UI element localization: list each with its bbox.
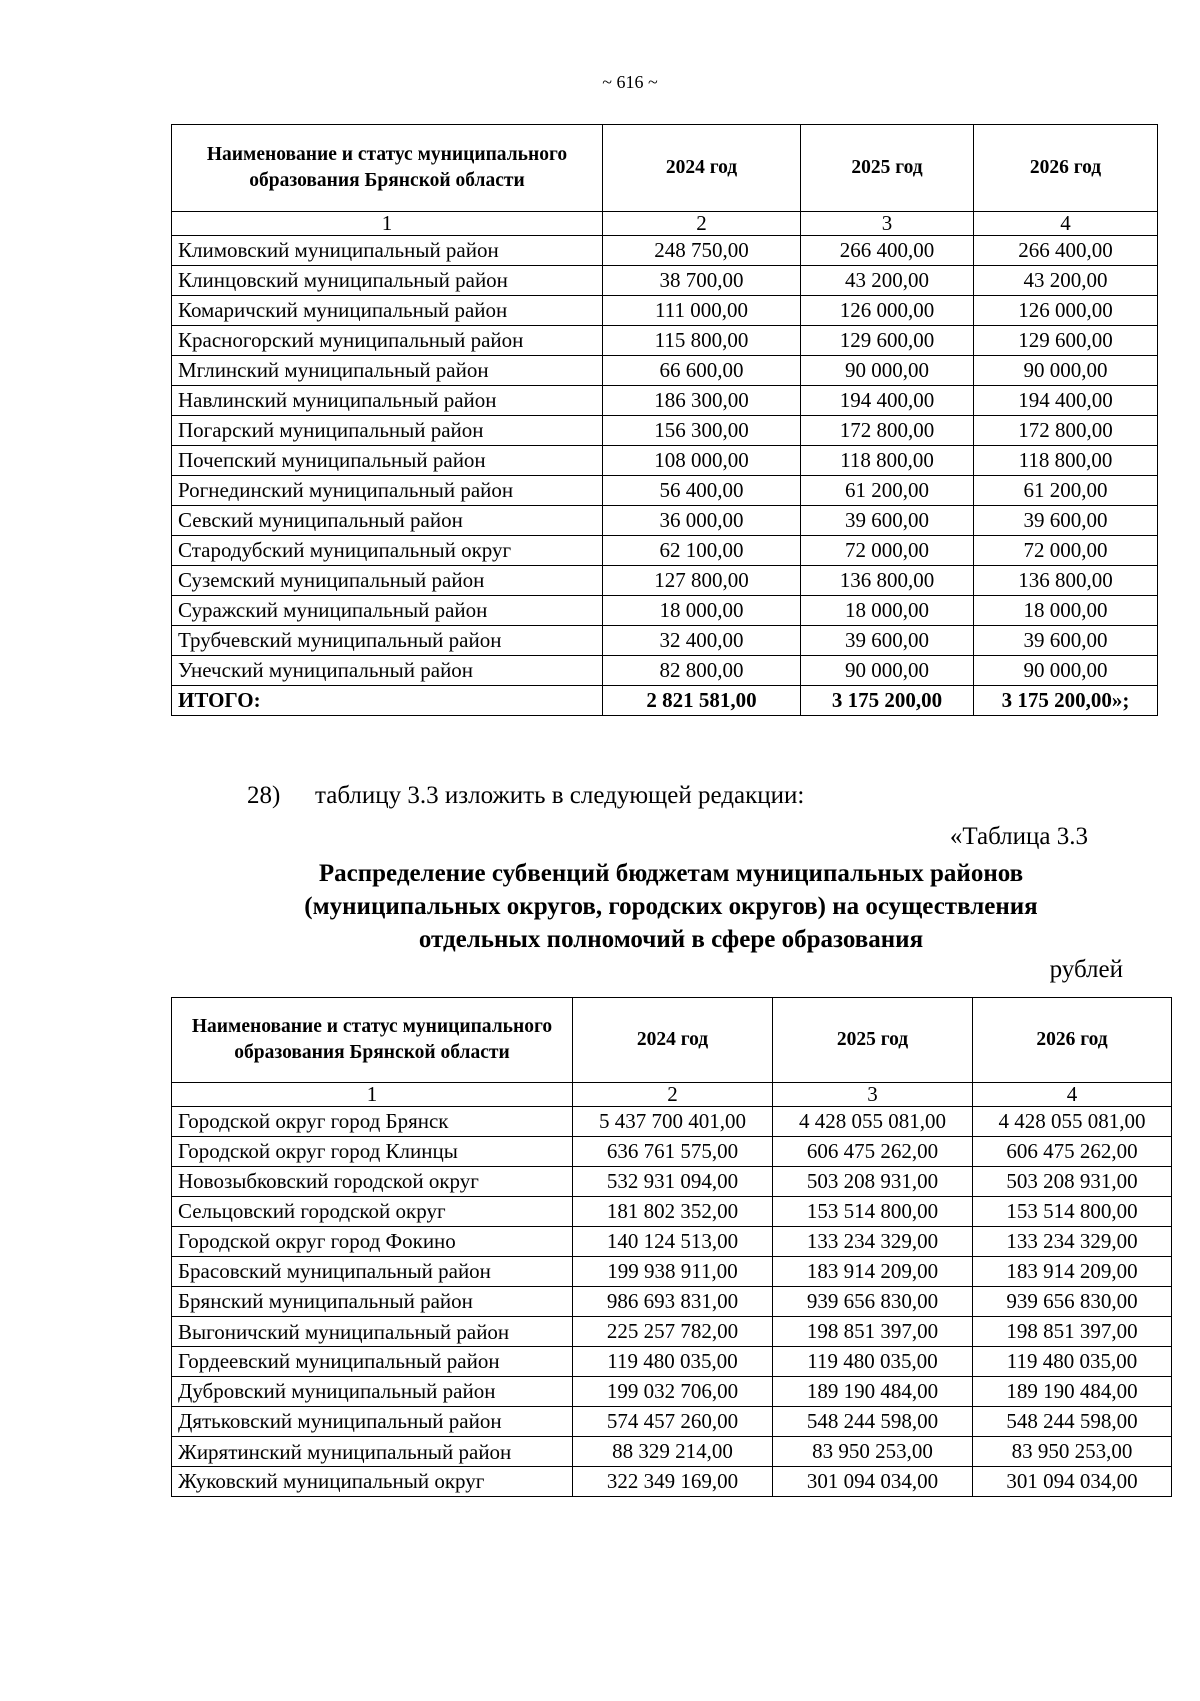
- amount-cell: 199 032 706,00: [573, 1377, 773, 1407]
- table-row: [172, 476, 1158, 506]
- municipality-name: Красногорский муниципальный район: [172, 326, 603, 356]
- table-row: [172, 596, 1158, 626]
- amount-cell: 133 234 329,00: [973, 1227, 1172, 1257]
- amount-cell: 111 000,00: [603, 296, 801, 326]
- municipality-name: Комаричский муниципальный район: [172, 296, 603, 326]
- table-row: [172, 446, 1158, 476]
- amount-cell: 172 800,00: [801, 416, 974, 446]
- amount-cell: 194 400,00: [801, 386, 974, 416]
- table-row: [172, 1167, 1172, 1197]
- subvention-table: [171, 997, 1172, 1497]
- amount-cell: 118 800,00: [801, 446, 974, 476]
- header-municipality: Наименование и статус муниципального образования Брянской области: [172, 125, 603, 212]
- amount-cell: 43 200,00: [801, 266, 974, 296]
- amount-cell: 322 349 169,00: [573, 1467, 773, 1497]
- amount-cell: 83 950 253,00: [773, 1437, 973, 1467]
- amount-cell: 189 190 484,00: [773, 1377, 973, 1407]
- amount-cell: 18 000,00: [603, 596, 801, 626]
- table-row: [172, 536, 1158, 566]
- amount-cell: 119 480 035,00: [973, 1347, 1172, 1377]
- table-row: [172, 626, 1158, 656]
- allocation-table-continued: [171, 124, 1158, 716]
- table-row: [172, 326, 1158, 356]
- column-number: 3: [801, 212, 974, 236]
- municipality-name: Городской округ город Брянск: [172, 1107, 573, 1137]
- table-title: [171, 857, 1171, 956]
- municipality-name: Мглинский муниципальный район: [172, 356, 603, 386]
- total-2025: 3 175 200,00: [801, 686, 974, 716]
- column-number-row: [172, 212, 1158, 236]
- amount-cell: 108 000,00: [603, 446, 801, 476]
- amount-cell: 36 000,00: [603, 506, 801, 536]
- municipality-name: Гордеевский муниципальный район: [172, 1347, 573, 1377]
- table-row: [172, 1467, 1172, 1497]
- amount-cell: 83 950 253,00: [973, 1437, 1172, 1467]
- amount-cell: 88 329 214,00: [573, 1437, 773, 1467]
- table-row: [172, 566, 1158, 596]
- table-row: [172, 1287, 1172, 1317]
- table-row: [172, 1437, 1172, 1467]
- amount-cell: 5 437 700 401,00: [573, 1107, 773, 1137]
- total-2026: 3 175 200,00»;: [974, 686, 1158, 716]
- column-number: 1: [172, 212, 603, 236]
- amount-cell: 199 938 911,00: [573, 1257, 773, 1287]
- table-row: [172, 656, 1158, 686]
- amount-cell: 172 800,00: [974, 416, 1158, 446]
- municipality-name: Брасовский муниципальный район: [172, 1257, 573, 1287]
- table-header-row: [172, 998, 1172, 1083]
- amount-cell: 127 800,00: [603, 566, 801, 596]
- amount-cell: 32 400,00: [603, 626, 801, 656]
- table-row: [172, 1257, 1172, 1287]
- header-municipality: Наименование и статус муниципального образования Брянской области: [172, 998, 573, 1083]
- column-number: 4: [973, 1083, 1172, 1107]
- amount-cell: 18 000,00: [974, 596, 1158, 626]
- amendment-instruction: [247, 782, 804, 810]
- column-number: 3: [773, 1083, 973, 1107]
- header-2025: 2025 год: [801, 125, 974, 212]
- amount-cell: 43 200,00: [974, 266, 1158, 296]
- amount-cell: 129 600,00: [974, 326, 1158, 356]
- amount-cell: 90 000,00: [801, 656, 974, 686]
- column-number-row: [172, 1083, 1172, 1107]
- amount-cell: 189 190 484,00: [973, 1377, 1172, 1407]
- municipality-name: Городской округ город Фокино: [172, 1227, 573, 1257]
- amount-cell: 939 656 830,00: [773, 1287, 973, 1317]
- amount-cell: 136 800,00: [801, 566, 974, 596]
- amount-cell: 90 000,00: [974, 656, 1158, 686]
- amount-cell: 503 208 931,00: [773, 1167, 973, 1197]
- amount-cell: 136 800,00: [974, 566, 1158, 596]
- amount-cell: 986 693 831,00: [573, 1287, 773, 1317]
- amount-cell: 548 244 598,00: [773, 1407, 973, 1437]
- amount-cell: 532 931 094,00: [573, 1167, 773, 1197]
- column-number: 1: [172, 1083, 573, 1107]
- units-label: рублей: [1049, 956, 1123, 983]
- amount-cell: 503 208 931,00: [973, 1167, 1172, 1197]
- table-row: [172, 1137, 1172, 1167]
- total-2024: 2 821 581,00: [603, 686, 801, 716]
- amount-cell: 119 480 035,00: [573, 1347, 773, 1377]
- municipality-name: Брянский муниципальный район: [172, 1287, 573, 1317]
- amount-cell: 301 094 034,00: [773, 1467, 973, 1497]
- amount-cell: 140 124 513,00: [573, 1227, 773, 1257]
- municipality-name: Стародубский муниципальный округ: [172, 536, 603, 566]
- amount-cell: 118 800,00: [974, 446, 1158, 476]
- amount-cell: 61 200,00: [974, 476, 1158, 506]
- amount-cell: 606 475 262,00: [773, 1137, 973, 1167]
- municipality-name: Жуковский муниципальный округ: [172, 1467, 573, 1497]
- amount-cell: 266 400,00: [974, 236, 1158, 266]
- municipality-name: Почепский муниципальный район: [172, 446, 603, 476]
- municipality-name: Дятьковский муниципальный район: [172, 1407, 573, 1437]
- amount-cell: 66 600,00: [603, 356, 801, 386]
- amount-cell: 39 600,00: [801, 506, 974, 536]
- amount-cell: 574 457 260,00: [573, 1407, 773, 1437]
- table-row: [172, 266, 1158, 296]
- municipality-name: Погарский муниципальный район: [172, 416, 603, 446]
- municipality-name: Суземский муниципальный район: [172, 566, 603, 596]
- amount-cell: 4 428 055 081,00: [973, 1107, 1172, 1137]
- amount-cell: 225 257 782,00: [573, 1317, 773, 1347]
- column-number: 2: [603, 212, 801, 236]
- table-row: [172, 506, 1158, 536]
- amount-cell: 72 000,00: [801, 536, 974, 566]
- instruction-text: таблицу 3.3 изложить в следующей редакции:: [315, 782, 805, 809]
- page-number: ~ 616 ~: [602, 72, 658, 92]
- amount-cell: 39 600,00: [801, 626, 974, 656]
- amount-cell: 82 800,00: [603, 656, 801, 686]
- amount-cell: 606 475 262,00: [973, 1137, 1172, 1167]
- amount-cell: 18 000,00: [801, 596, 974, 626]
- municipality-name: Рогнединский муниципальный район: [172, 476, 603, 506]
- header-2024: 2024 год: [573, 998, 773, 1083]
- municipality-name: Дубровский муниципальный район: [172, 1377, 573, 1407]
- amount-cell: 181 802 352,00: [573, 1197, 773, 1227]
- table-row: [172, 1227, 1172, 1257]
- municipality-name: Унечский муниципальный район: [172, 656, 603, 686]
- amount-cell: 38 700,00: [603, 266, 801, 296]
- instruction-number: 28): [247, 782, 281, 809]
- municipality-name: Трубчевский муниципальный район: [172, 626, 603, 656]
- table-row: [172, 416, 1158, 446]
- amount-cell: 115 800,00: [603, 326, 801, 356]
- amount-cell: 90 000,00: [801, 356, 974, 386]
- municipality-name: Выгоничский муниципальный район: [172, 1317, 573, 1347]
- total-label: ИТОГО:: [172, 686, 603, 716]
- municipality-name: Сельцовский городской округ: [172, 1197, 573, 1227]
- table-row: [172, 386, 1158, 416]
- amount-cell: 636 761 575,00: [573, 1137, 773, 1167]
- header-2026: 2026 год: [973, 998, 1172, 1083]
- amount-cell: 198 851 397,00: [973, 1317, 1172, 1347]
- amount-cell: 61 200,00: [801, 476, 974, 506]
- amount-cell: 90 000,00: [974, 356, 1158, 386]
- table-row: [172, 1407, 1172, 1437]
- amount-cell: 153 514 800,00: [773, 1197, 973, 1227]
- amount-cell: 56 400,00: [603, 476, 801, 506]
- title-line: отдельных полномочий в сфере образования: [418, 926, 924, 953]
- table-row: [172, 1377, 1172, 1407]
- amount-cell: 186 300,00: [603, 386, 801, 416]
- amount-cell: 939 656 830,00: [973, 1287, 1172, 1317]
- amount-cell: 194 400,00: [974, 386, 1158, 416]
- amount-cell: 198 851 397,00: [773, 1317, 973, 1347]
- table-header-row: [172, 125, 1158, 212]
- amount-cell: 183 914 209,00: [773, 1257, 973, 1287]
- municipality-name: Суражский муниципальный район: [172, 596, 603, 626]
- municipality-name: Клинцовский муниципальный район: [172, 266, 603, 296]
- title-line: Распределение субвенций бюджетам муниципальных районов: [318, 860, 1024, 887]
- header-2025: 2025 год: [773, 998, 973, 1083]
- amount-cell: 548 244 598,00: [973, 1407, 1172, 1437]
- table-reference: «Таблица 3.3: [949, 823, 1088, 850]
- amount-cell: 72 000,00: [974, 536, 1158, 566]
- header-2024: 2024 год: [603, 125, 801, 212]
- amount-cell: 62 100,00: [603, 536, 801, 566]
- table-row: [172, 1347, 1172, 1377]
- amount-cell: 119 480 035,00: [773, 1347, 973, 1377]
- amount-cell: 129 600,00: [801, 326, 974, 356]
- amount-cell: 156 300,00: [603, 416, 801, 446]
- title-line: (муниципальных округов, городских округов) на осуществления: [304, 893, 1038, 920]
- amount-cell: 126 000,00: [974, 296, 1158, 326]
- table-row: [172, 236, 1158, 266]
- column-number: 2: [573, 1083, 773, 1107]
- amount-cell: 266 400,00: [801, 236, 974, 266]
- amount-cell: 39 600,00: [974, 626, 1158, 656]
- municipality-name: Климовский муниципальный район: [172, 236, 603, 266]
- amount-cell: 183 914 209,00: [973, 1257, 1172, 1287]
- municipality-name: Новозыбковский городской округ: [172, 1167, 573, 1197]
- municipality-name: Севский муниципальный район: [172, 506, 603, 536]
- column-number: 4: [974, 212, 1158, 236]
- amount-cell: 248 750,00: [603, 236, 801, 266]
- amount-cell: 4 428 055 081,00: [773, 1107, 973, 1137]
- total-row: [172, 686, 1158, 716]
- municipality-name: Городской округ город Клинцы: [172, 1137, 573, 1167]
- table-row: [172, 1317, 1172, 1347]
- table-row: [172, 356, 1158, 386]
- table-row: [172, 1197, 1172, 1227]
- table-row: [172, 296, 1158, 326]
- amount-cell: 126 000,00: [801, 296, 974, 326]
- table-row: [172, 1107, 1172, 1137]
- amount-cell: 39 600,00: [974, 506, 1158, 536]
- amount-cell: 301 094 034,00: [973, 1467, 1172, 1497]
- amount-cell: 153 514 800,00: [973, 1197, 1172, 1227]
- amount-cell: 133 234 329,00: [773, 1227, 973, 1257]
- header-2026: 2026 год: [974, 125, 1158, 212]
- municipality-name: Навлинский муниципальный район: [172, 386, 603, 416]
- municipality-name: Жирятинский муниципальный район: [172, 1437, 573, 1467]
